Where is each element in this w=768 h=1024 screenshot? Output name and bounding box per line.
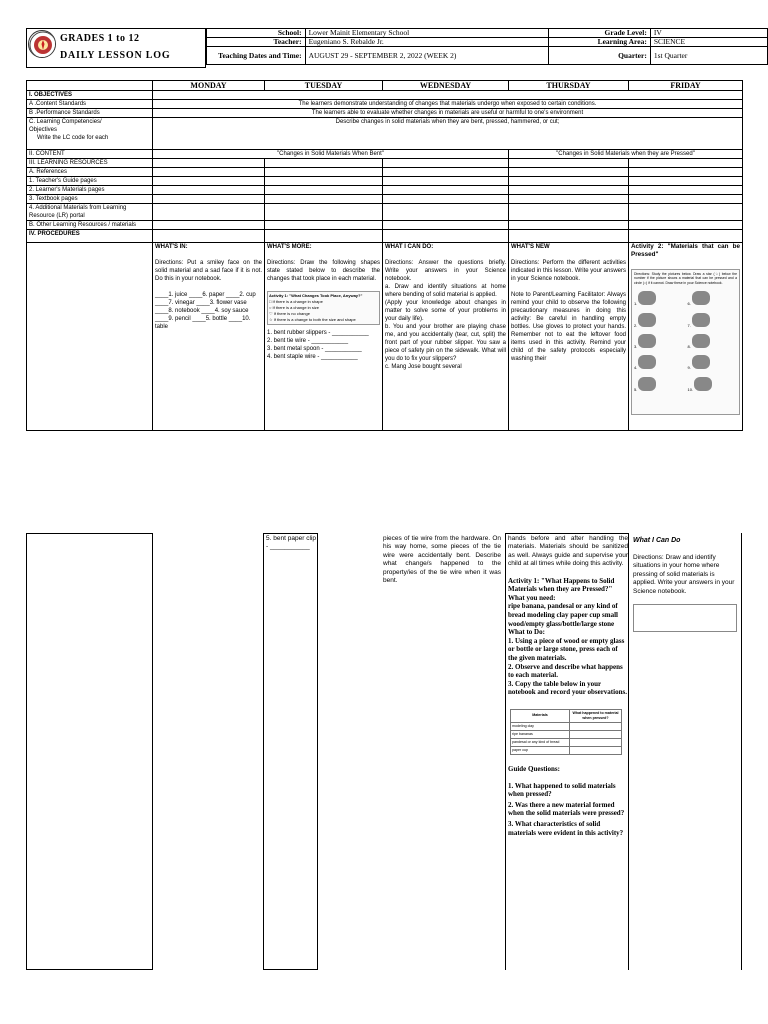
monday-directions: Directions: Put a smiley face on the solid material and a sad face if it is not. Do this in your notebook. xyxy=(155,260,262,282)
wednesday-heading: WHAT I CAN DO: xyxy=(385,244,434,250)
table-row: modeling clay xyxy=(511,722,570,730)
guide-question: 2. Was there a new material formed when the solid materials were pressed? xyxy=(508,800,625,818)
monday-items: ____1. juice ____6. paper ____2. cup ____7. vinegar ____3. flower vase ____8. notebook ____4. soy sauce ____9. pencil ____5. bottle ____10. table xyxy=(155,292,256,330)
friday-heading: Activity 2: "Materials that can be Pressed" xyxy=(631,243,740,258)
quarter-value: 1st Quarter xyxy=(650,47,767,65)
beads-picture-icon xyxy=(638,313,656,327)
thursday-note: Note to Parent/Learning Facilitator: Always remind your child to observe the following precautionary measures in doing this activity: Be careful in handling empty bottles. Use gloves to protect your hands. Remember not to eat the leftover food items used in this activity. Remind your child of the safety protocols especially washing their xyxy=(511,292,626,362)
stapler-picture-icon xyxy=(638,377,656,391)
content-bent: "Changes in Solid Materials When Bent" xyxy=(153,150,509,159)
tuesday-item: 2. bent tie wire - ___________ xyxy=(267,338,349,344)
picture-item: 1. xyxy=(634,291,684,306)
page2-label-column xyxy=(26,533,153,970)
worksheet-directions: Directions: Study the pictures below. Draw a star (☆) below the number if the picture shows a material that can be pressed and a circle (○) if it cannot. Draw these in your Science notebook. xyxy=(634,272,737,285)
day-thursday: THURSDAY xyxy=(509,81,629,91)
performance-standards-text: The learners able to evaluate whether changes in materials are useful or harmful to one's environment xyxy=(153,109,743,118)
tb-label: 3. Textbook pages xyxy=(27,195,153,204)
wednesday-item-a: a. Draw and identify situations at home where bending of solid material is applied. xyxy=(385,284,506,298)
objectives-label: I. OBJECTIVES xyxy=(27,91,153,100)
observation-table xyxy=(510,709,622,755)
wednesday-directions: Directions: Answer the questions briefly. Write your answers in your Science notebook. xyxy=(385,260,506,282)
teacher-label: Teacher: xyxy=(207,38,306,47)
grade-label: Grade Level: xyxy=(548,29,650,38)
tuesday-item: 1. bent rubber slippers - ___________ xyxy=(267,330,369,336)
answer-box xyxy=(633,604,737,632)
lm-label: 2. Learner's Materials pages xyxy=(27,186,153,195)
procedures-label: IV. PROCEDURES xyxy=(27,230,153,243)
thursday-continuation-block xyxy=(508,535,628,837)
picture-item: 6. xyxy=(688,291,738,306)
picture-item: 9. xyxy=(688,355,738,370)
thursday-heading: WHAT'S NEW xyxy=(511,244,550,250)
monday-heading: WHAT'S IN: xyxy=(155,244,188,250)
what-i-can-do-heading: What I Can Do xyxy=(633,537,681,544)
step-2: 2. Observe and describe what happens to each material. xyxy=(508,662,623,680)
picture-item: 4. xyxy=(634,355,684,370)
step-3: 3. Copy the table below in your notebook and record your observations. xyxy=(508,679,627,697)
what-you-need: What you need: xyxy=(508,593,556,602)
bottles-picture-icon xyxy=(692,313,710,327)
table-row: paper cup xyxy=(511,746,570,754)
grades-label: GRADES 1 to 12 xyxy=(60,33,140,44)
school-label: School: xyxy=(207,29,306,38)
content-label: II. CONTENT xyxy=(27,150,153,159)
tuesday-item-5: 5. bent paper clip - ___________ xyxy=(266,535,316,551)
guide-question: 1. What happened to solid materials when pressed? xyxy=(508,781,616,799)
day-friday: FRIDAY xyxy=(629,81,743,91)
table-row: pandesal or any kind of bread xyxy=(511,738,570,746)
quarter-label: Quarter: xyxy=(548,47,650,65)
dates-value: AUGUST 29 - SEPTEMBER 2, 2022 (WEEK 2) xyxy=(305,47,548,65)
wednesday-continuation: pieces of tie wire from the hardware. On his way home, some pieces of the tie wire were accidentally bent. Describe what change/s happened to the property/ies of the tie wire when it was bent. xyxy=(383,535,501,585)
what-to-do: What to Do: xyxy=(508,628,545,637)
cable-picture-icon xyxy=(694,377,712,391)
thursday-continuation: hands before and after handling the materials. Materials should be sanitized as well. Always guide and supervise your child at all times while doing this activity. xyxy=(508,535,628,568)
activity-title: Activity 1: "What Changes Took Place, Anyway?" xyxy=(269,293,363,298)
activity1-title: Activity 1: "What Happens to Solid Materials when they are Pressed?" xyxy=(508,576,615,594)
legend-item: ○ If there is a change in size xyxy=(269,305,320,310)
guide-questions-heading: Guide Questions: xyxy=(508,764,560,773)
wednesday-item-b: b. You and your brother are playing chase me, and you accidentally (tear, cut, split) the front part of your rubber slipper. You saw a piece of safety pin on the sidewalk. What will you do to fix your slippers? xyxy=(385,324,506,362)
area-label: Learning Area: xyxy=(548,38,650,47)
school-value: Lower Mainit Elementary School xyxy=(305,29,548,38)
col-what-happened: What happened to material when pressed? xyxy=(570,709,622,722)
picture-item: 2. xyxy=(634,313,684,328)
activity-legend xyxy=(267,291,380,325)
col-materials: Materials xyxy=(511,709,570,722)
paper-picture-icon xyxy=(692,355,710,369)
legend-item: ☆ If there is a change to both the size and shape xyxy=(269,317,356,322)
competencies-text: Describe changes in solid materials when they are bent, pressed, hammered, or cut; xyxy=(153,118,743,150)
dates-label: Teaching Dates and Time: xyxy=(207,47,306,65)
tuesday-item: 4. bent staple wire - ___________ xyxy=(267,354,358,360)
legend-item: ♡ If there is no change xyxy=(269,311,310,316)
content-standards-text: The learners demonstrate understanding of changes that materials undergo when exposed to certain conditions. xyxy=(153,100,743,109)
picture-item: 7. xyxy=(688,313,738,328)
wednesday-item-c: c. Mang Jose bought several xyxy=(385,364,462,370)
days-header-row xyxy=(27,81,743,91)
picture-item: 8. xyxy=(688,334,738,349)
dll-label: DAILY LESSON LOG xyxy=(60,50,171,61)
day-wednesday: WEDNESDAY xyxy=(383,81,509,91)
picture-item: 10. xyxy=(688,377,738,392)
legend-item: □ If there is a change in shape xyxy=(269,299,323,304)
lesson-log-table xyxy=(26,80,743,431)
wednesday-note: (Apply your knowledge about changes in matter to solve some of your problems in your daily life). xyxy=(385,300,506,322)
grade-value: IV xyxy=(650,29,767,38)
additional-label: 4. Additional Materials from Learning Resource (LR) portal xyxy=(27,204,153,221)
competencies-sub: Write the LC code for each xyxy=(37,135,109,141)
teacher-value: Eugeniano S. Rebalde Jr. xyxy=(305,38,548,47)
leaves-picture-icon xyxy=(692,291,710,305)
header-info-table xyxy=(206,28,768,65)
friday-continuation-block xyxy=(633,535,739,632)
resources-label: III. LEARNING RESOURCES xyxy=(27,159,153,168)
picture-item: 3. xyxy=(634,334,684,349)
wood-picture-icon xyxy=(638,355,656,369)
area-value: SCIENCE xyxy=(650,38,767,47)
tg-label: 1. Teacher's Guide pages xyxy=(27,177,153,186)
performance-standards-label: B .Performance Standards xyxy=(27,109,153,118)
table-row: ripe bananas xyxy=(511,730,570,738)
step-1: 1. Using a piece of wood or empty glass or bottle or large stone, press each of the given materials. xyxy=(508,636,625,662)
cups-picture-icon xyxy=(692,334,710,348)
tuesday-directions: Directions: Draw the following shapes state stated below to describe the changes that took place in each material. xyxy=(267,260,380,282)
clay-picture-icon xyxy=(638,334,656,348)
deped-logo-icon xyxy=(28,30,56,58)
day-monday: MONDAY xyxy=(153,81,265,91)
day-tuesday: TUESDAY xyxy=(265,81,383,91)
bread-picture-icon xyxy=(638,291,656,305)
references-label: A. References xyxy=(27,168,153,177)
page2-tuesday-column xyxy=(263,533,318,970)
picture-item: 5. xyxy=(634,377,684,392)
guide-question: 3. What characteristics of solid materials were evident in this activity? xyxy=(508,819,624,837)
content-pressed: "Changes in Solid Materials when they are Pressed" xyxy=(509,150,743,159)
other-resources-label: B. Other Learning Resources / materials xyxy=(27,221,153,230)
tuesday-heading: WHAT'S MORE: xyxy=(267,244,312,250)
content-standards-label: A .Content Standards xyxy=(27,100,153,109)
thursday-directions: Directions: Perform the different activities indicated in this lesson. Write your answers in your Science notebook. xyxy=(511,260,626,282)
materials-list: ripe banana, pandesal or any kind of bread modeling clay paper cup small wood/empty glass/bottle/large stone xyxy=(508,602,619,628)
what-i-can-do-text: Directions: Draw and identify situations in your home where pressing of solid materials is applied. Write your answers in your Science notebook. xyxy=(633,554,735,595)
pressed-materials-worksheet xyxy=(631,269,740,415)
competencies-label: C. Learning Competencies/ Objectives xyxy=(29,119,102,133)
tuesday-item: 3. bent metal spoon - ___________ xyxy=(267,346,362,352)
